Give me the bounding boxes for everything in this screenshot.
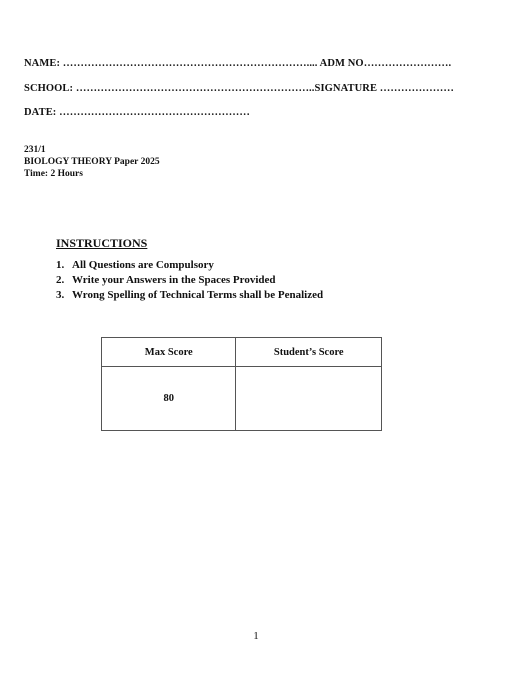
- name-adm-line: NAME: …………………………………………………………….... ADM NO…………………….: [24, 58, 452, 69]
- student-score-value: [236, 367, 382, 431]
- score-table: [101, 337, 382, 431]
- instructions-heading: INSTRUCTIONS: [56, 236, 148, 250]
- student-score-header: Student’s Score: [236, 338, 382, 367]
- date-line: DATE: ………………………………………………: [24, 107, 250, 118]
- max-score-header: Max Score: [102, 338, 236, 367]
- instruction-number: 3.: [56, 289, 65, 301]
- school-signature-line: SCHOOL: …………………………………………………………..SIGNATURE …………………: [24, 83, 454, 94]
- instruction-number: 1.: [56, 259, 65, 271]
- instructions-list: [56, 258, 323, 303]
- instruction-item: [56, 288, 323, 303]
- instruction-text: Write your Answers in the Spaces Provided: [72, 274, 276, 286]
- paper-time: Time: 2 Hours: [24, 169, 83, 179]
- instruction-item: [56, 273, 323, 288]
- instruction-text: Wrong Spelling of Technical Terms shall be Penalized: [72, 289, 324, 301]
- paper-title: BIOLOGY THEORY Paper 2025: [24, 157, 160, 167]
- score-table-row: [102, 367, 382, 431]
- score-table-header-row: [102, 338, 382, 367]
- max-score-value: 80: [102, 367, 236, 431]
- page-number: 1: [253, 630, 259, 642]
- instruction-number: 2.: [56, 274, 65, 286]
- paper-code: 231/1: [24, 145, 46, 155]
- instruction-item: [56, 258, 323, 273]
- instruction-text: All Questions are Compulsory: [72, 259, 214, 271]
